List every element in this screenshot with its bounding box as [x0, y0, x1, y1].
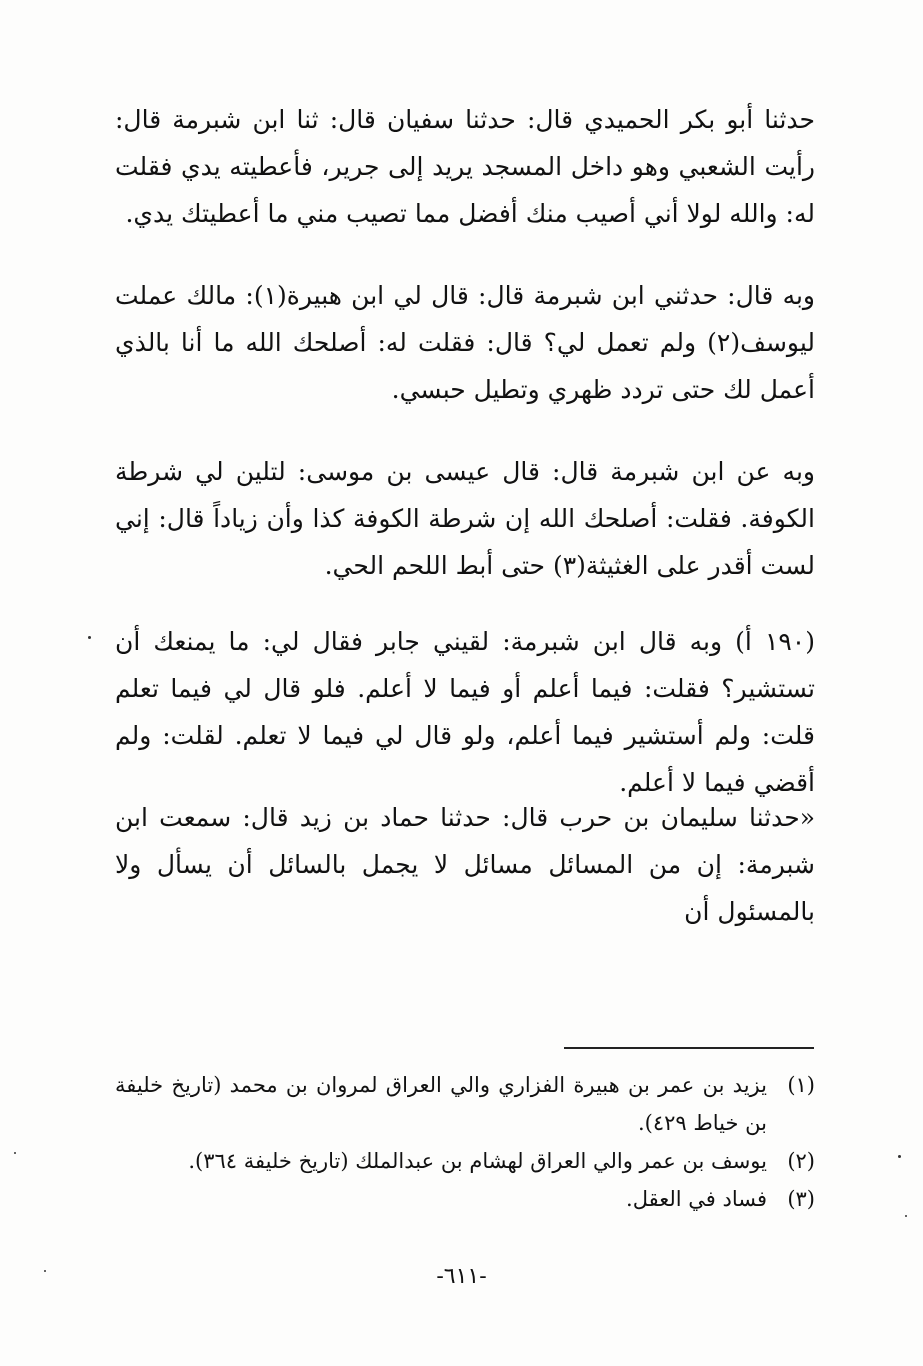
scan-speck — [88, 636, 91, 639]
paragraph-isa-ibn-musa: وبه عن ابن شبرمة قال: قال عيسى بن موسى: لتلين لي شرطة الكوفة. فقلت: أصلحك الله إن شرطة الكوفة كذا وأن زياداً قال: إني لست أقدر على الغثيثة(٣) حتى أبط اللحم الحي. — [115, 457, 815, 580]
footnote-3 — [115, 1180, 815, 1218]
footnotes — [115, 1066, 815, 1218]
footnote-separator — [564, 1047, 814, 1049]
footnote-text: يزيد بن عمر بن هبيرة الفزاري والي العراق لمروان بن محمد (تاريخ خليفة بن خياط ٤٢٩). — [115, 1073, 767, 1135]
scan-speck — [14, 1152, 16, 1154]
paragraph-humaydi: حدثنا أبو بكر الحميدي قال: حدثنا سفيان قال: ثنا ابن شبرمة قال: رأيت الشعبي وهو داخل المسجد يريد إلى جرير، فأعطيته يدي فقلت له: والله لولا أني أصيب منك أفضل مما تصيب مني ما أعطيتك يدي. — [115, 105, 815, 228]
paragraph-jabir: (١٩٠ أ) وبه قال ابن شبرمة: لقيني جابر فقال لي: ما يمنعك أن تستشير؟ فقلت: فيما أعلم أو فيما لا أعلم. فلو قال لي فيما تعلم قلت: ولم أستشير فيما أعلم، ولو قال لي فيما لا تعلم. لقلت: ولم أقضي فيما لا أعلم. — [115, 627, 815, 797]
paragraph-sulayman-ibn-harb: «حدثنا سليمان بن حرب قال: حدثنا حماد بن زيد قال: سمعت ابن شبرمة: إن من المسائل مسائل لا يجمل بالسائل أن يسأل ولا بالمسئول أن — [115, 803, 815, 926]
footnote-2 — [115, 1142, 815, 1180]
scan-speck — [898, 1155, 901, 1158]
scan-speck — [44, 1270, 46, 1272]
scan-speck — [905, 1215, 907, 1217]
page-number: -٦١١- — [436, 1264, 487, 1289]
footnote-text: يوسف بن عمر والي العراق لهشام بن عبدالملك (تاريخ خليفة ٣٦٤). — [188, 1149, 767, 1173]
footnote-number: (١) — [787, 1073, 815, 1097]
footnote-1 — [115, 1066, 815, 1142]
footnote-number: (٢) — [787, 1149, 815, 1173]
footnote-number: (٣) — [787, 1187, 815, 1211]
paragraph-ibn-hubayra: وبه قال: حدثني ابن شبرمة قال: قال لي ابن هبيرة(١): مالك عملت ليوسف(٢) ولم تعمل لي؟ قال: فقلت له: أصلحك الله ما أنا بالذي أعمل لك حتى تردد ظهري وتطيل حبسي. — [115, 281, 815, 404]
footnote-text: فساد في العقل. — [626, 1187, 767, 1211]
